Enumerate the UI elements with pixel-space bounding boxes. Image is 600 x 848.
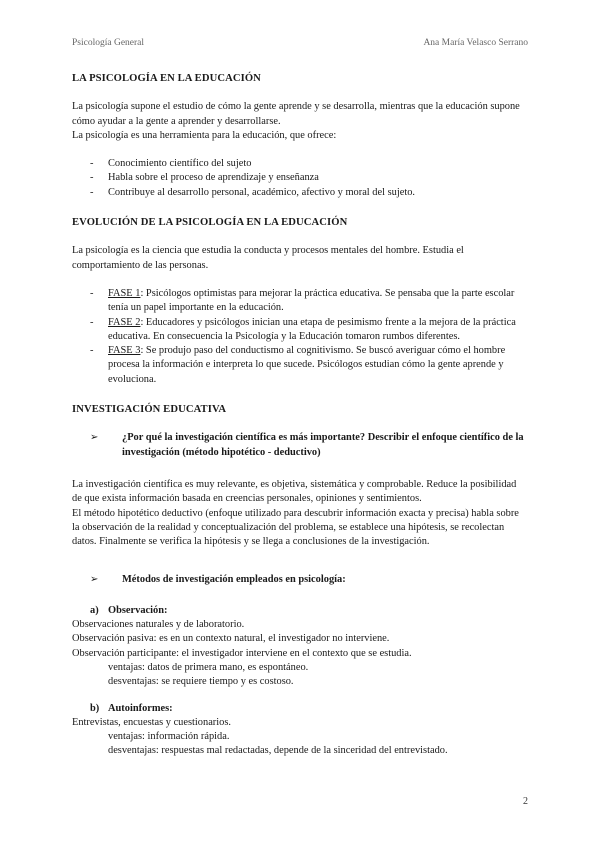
paragraph: La psicología supone el estudio de cómo la gente aprende y se desarrolla, mientras que la educación supone cómo ayudar a la gente a aprender y desarrollarse.: [72, 101, 520, 127]
paragraph: La investigación científica es muy relevante, es objetiva, sistemática y comprobable. Reduce la posibilidad de que exista información basada en creencias personales, opiniones y sentimientos.: [72, 478, 517, 505]
advantages-line: ventajas: datos de primera mano, es espontáneo.: [108, 661, 309, 673]
phase-label: FASE 2: [108, 316, 141, 328]
phase-label: FASE 1: [108, 287, 141, 299]
advantages-line: ventajas: información rápida.: [108, 731, 230, 743]
phase-item: - FASE 1: Psicólogos optimistas para mejorar la práctica educativa. Se pensaba que la parte escolar tenía un papel importante en la educación.: [90, 287, 515, 314]
methods-heading: ➢ Métodos de investigación empleados en psicología:: [72, 573, 528, 587]
phase-item: - FASE 3: Se produjo paso del conductismo al cognitivismo. Se buscó averiguar cómo el hombre procesa la información e interpreta lo que sucede. Psicólogos estudian cómo la gente aprende y evoluciona.: [90, 345, 506, 385]
paragraph: La psicología es una herramienta para la educación, que ofrece:: [72, 129, 337, 141]
disadvantages-line: desventajas: respuestas mal redactadas, depende de la sinceridad del entrevistado.: [108, 745, 448, 757]
phases-list: [72, 287, 528, 387]
text-line: Observaciones naturales y de laboratorio.: [72, 619, 245, 631]
list-item: - Habla sobre el proceso de aprendizaje y enseñanza: [90, 172, 319, 184]
section-title-evolution: EVOLUCIÓN DE LA PSICOLOGÍA EN LA EDUCACIÓN: [72, 217, 348, 229]
list-item: - Conocimiento científico del sujeto: [90, 158, 252, 170]
arrow-bullet-icon: ➢: [90, 432, 99, 444]
arrow-bullet-icon: ➢: [90, 574, 99, 586]
header-course: Psicología General: [72, 38, 145, 48]
text-line: Observación participante: el investigador interviene en el contexto que se estudia.: [72, 647, 412, 659]
text-line: Observación pasiva: es en un contexto natural, el investigador no interviene.: [72, 633, 390, 645]
list-item: - Contribuye al desarrollo personal, académico, afectivo y moral del sujeto.: [90, 186, 415, 198]
method-selfreports-heading: b) Autoinformes:: [90, 702, 173, 714]
page-number: 2: [523, 796, 528, 807]
page-body: [72, 72, 528, 759]
method-observation-heading: a) Observación:: [90, 604, 168, 616]
phase-label: FASE 3: [108, 345, 141, 357]
header-author: Ana María Velasco Serrano: [423, 38, 528, 48]
text-line: Entrevistas, encuestas y cuestionarios.: [72, 716, 231, 728]
section-title-research: INVESTIGACIÓN EDUCATIVA: [72, 404, 227, 416]
disadvantages-line: desventajas: se requiere tiempo y es costoso.: [108, 676, 294, 688]
paragraph: La psicología es la ciencia que estudia la conducta y procesos mentales del hombre. Estudia el comportamiento de las personas.: [72, 245, 464, 271]
paragraph: El método hipotético deductivo (enfoque utilizado para descubrir información exacta y precisa) habla sobre la observación de la realidad y conceptualización del problema, se establece una hipótesis, se recolectan datos. Finalmente se verifica la hipótesis y se llega a conclusiones de la investigación.: [72, 507, 519, 548]
section-title-psychology-education: LA PSICOLOGÍA EN LA EDUCACIÓN: [72, 73, 261, 84]
offers-list: [72, 157, 528, 200]
question-item: ➢ ¿Por qué la investigación científica es más importante? Describir el enfoque científico de la investigación (método hipotético - deductivo): [90, 432, 524, 458]
phase-item: - FASE 2: Educadores y psicólogos inician una etapa de pesimismo frente a la mejora de la práctica educativa. En consecuencia la Psicología y la Educación tomaron rumbos diferentes.: [90, 316, 516, 342]
